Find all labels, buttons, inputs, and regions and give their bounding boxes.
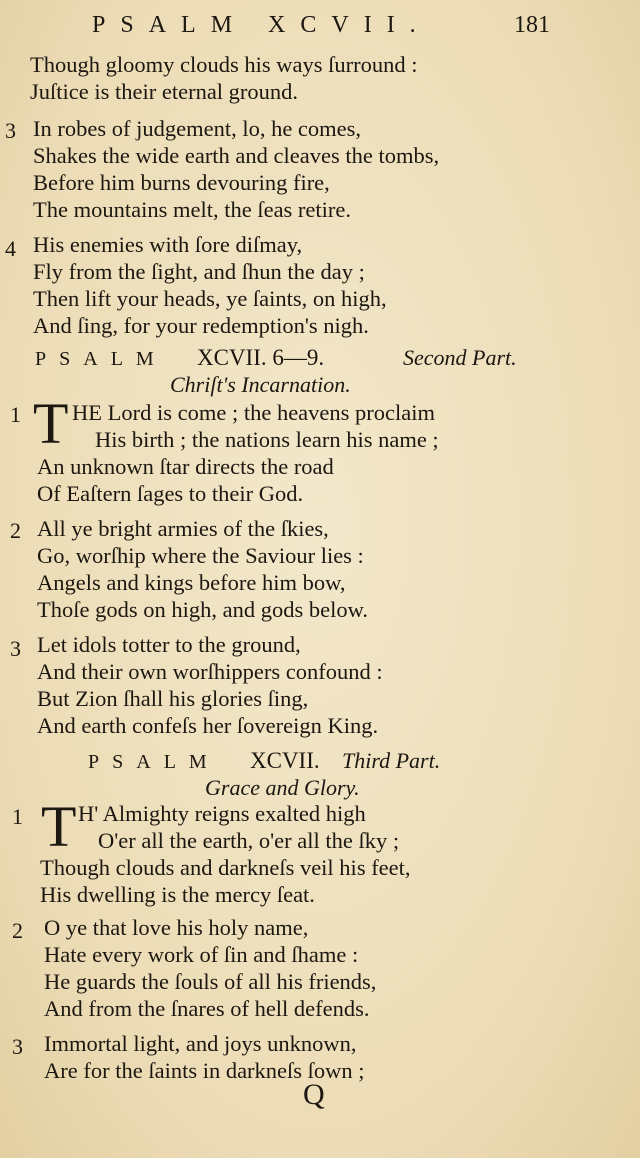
verse-line: Immortal light, and joys unknown,: [44, 1031, 357, 1056]
drop-cap: T: [33, 391, 69, 456]
stanza-number: 2: [10, 518, 21, 543]
heading-reference: XCVII.: [250, 748, 320, 773]
verse-line: O ye that love his holy name,: [44, 915, 309, 940]
stanza-number: 2: [12, 918, 23, 943]
verse-line: All ye bright armies of the ſkies,: [37, 516, 329, 541]
verse-line: But Zion ſhall his glories ſing,: [37, 686, 309, 711]
verse-line: And from the ſnares of hell defends.: [44, 996, 370, 1021]
verse-line: And earth confeſs her ſovereign King.: [37, 713, 379, 738]
verse-line: HE Lord is come ; the heavens proclaim: [72, 400, 436, 425]
verse-line: Thoſe gods on high, and gods below.: [37, 597, 369, 622]
verse-line: Let idols totter to the ground,: [37, 632, 301, 657]
verse-line: Are for the ſaints in darkneſs ſown ;: [44, 1058, 365, 1083]
verse-line: And ſing, for your redemption's nigh.: [33, 313, 369, 338]
heading-part: Third Part.: [342, 748, 441, 773]
verse-line: And their own worſhippers confound :: [37, 659, 383, 684]
stanza-number: 3: [12, 1034, 23, 1059]
section-subtitle: Chriſt's Incarnation.: [170, 372, 351, 397]
verse-line: His birth ; the nations learn his name ;: [95, 427, 439, 452]
verse-line: He guards the ſouls of all his friends,: [44, 969, 377, 994]
verse-line: Go, worſhip where the Saviour lies :: [37, 543, 364, 568]
verse-line: Hate every work of ſin and ſhame :: [44, 942, 359, 967]
stanza-number: 3: [5, 118, 16, 143]
verse-line: O'er all the earth, o'er all the ſky ;: [98, 828, 400, 853]
verse-line: Though clouds and darkneſs veil his feet,: [40, 855, 411, 880]
stanza-number: 4: [5, 236, 16, 261]
heading-reference: XCVII. 6—9.: [197, 345, 325, 370]
verse-line: The mountains melt, the ſeas retire.: [33, 197, 352, 222]
verse-line: Angels and kings before him bow,: [37, 570, 346, 595]
heading-psalm: PSALM: [88, 751, 220, 773]
verse-line: His dwelling is the mercy ſeat.: [40, 882, 315, 907]
signature-mark: Q: [303, 1078, 325, 1111]
verse-line: In robes of judgement, lo, he comes,: [33, 116, 362, 141]
verse-line: Fly from the ſight, and ſhun the day ;: [33, 259, 365, 284]
running-title: PSALM XCVII.: [92, 12, 431, 38]
verse-line: An unknown ſtar directs the road: [37, 454, 334, 479]
stanza-number: 3: [10, 636, 21, 661]
stanza-number: 1: [10, 402, 21, 427]
section-subtitle: Grace and Glory.: [205, 775, 360, 800]
heading-part: Second Part.: [403, 345, 517, 370]
drop-cap: T: [41, 794, 77, 859]
stanza-number: 1: [12, 804, 23, 829]
verse-line: Before him burns devouring fire,: [33, 170, 330, 195]
verse-line: Though gloomy clouds his ways ſurround :: [30, 52, 418, 77]
verse-line: Juſtice is their eternal ground.: [30, 79, 299, 104]
verse-line: H' Almighty reigns exalted high: [78, 801, 366, 826]
verse-line: Then lift your heads, ye ſaints, on high,: [33, 286, 387, 311]
verse-line: Shakes the wide earth and cleaves the tombs,: [33, 143, 440, 168]
page-number: 181: [514, 12, 550, 38]
verse-line: Of Eaſtern ſages to their God.: [37, 481, 304, 506]
page-header: [0, 12, 640, 42]
verse-line: His enemies with ſore diſmay,: [33, 232, 303, 257]
heading-psalm: PSALM: [35, 348, 167, 370]
